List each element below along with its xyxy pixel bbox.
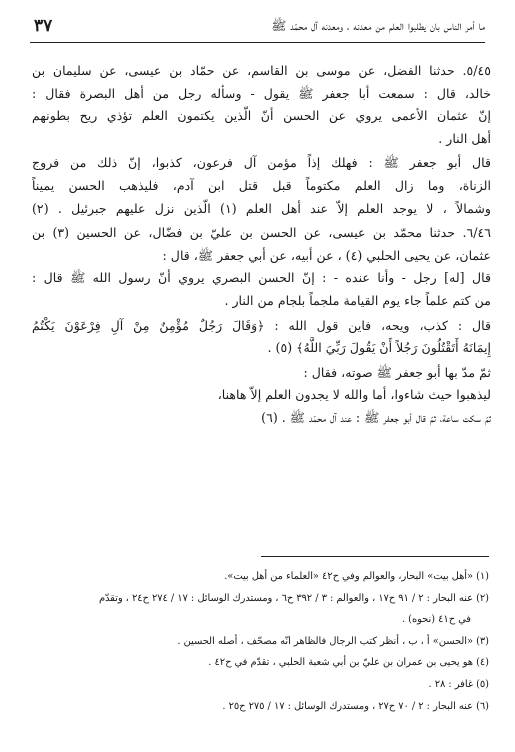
text-line: قال أبو جعفر ﷺ : فهلك إذاً مؤمن آل فرعون، كذبوا، إنّ ذلك من فروج bbox=[32, 155, 491, 171]
footnote-5: (٥) غافر : ٢٨ . bbox=[428, 678, 489, 690]
running-title: ما أمر الناس بان يطلبوا العلم من معدنه ، ومعدنه آل محمّد ﷺ bbox=[271, 18, 485, 33]
paragraph-quran-quote bbox=[32, 315, 491, 360]
text-line: ليذهبوا حيث شاءوا، أما والله لا يجدون العلم إلاّ هاهنا، bbox=[217, 387, 491, 403]
text-line: من كتم علماً جاء يوم القيامة ملجماً بلجام من النار . bbox=[224, 292, 491, 308]
text-line: ٦/٤٦. حدثنا محمّد بن عيسى، عن الحسن بن عليّ بن فضّال، عن الحسين (٣) بن bbox=[32, 225, 491, 241]
text-line: إنّ عثمان الأعمى يروي عن الحسن أنّ الّذين يكتمون العلم تؤذي ريح بطونهم bbox=[32, 108, 491, 124]
footnote-4: (٤) هو يحيى بن عمران بن عليّ بن أبي شعبة الحلبي ، تقدّم في ح٤٢ . bbox=[208, 657, 489, 669]
paragraph-closing bbox=[32, 362, 491, 430]
text-line: إِيمَانَهُ أَتَقْتُلُونَ رَجُلاً أَنْ يَقُولَ رَبِّيَ اللَّهُ﴾ (٥) . bbox=[267, 340, 491, 356]
footnote-2: (٢) عنه البحار : ٢ / ٩١ ح١٧ ، والعوالم : ٣ / ٣٩٢ ح٦ ، ومستدرك الوسائل : ١٧ / ٢٧٤ ح٢٤ ، وتقدّم bbox=[98, 592, 489, 604]
paragraph-reply bbox=[32, 152, 491, 220]
footnote-2-continued: في ح٤١ (نحوه) . bbox=[401, 614, 471, 626]
page-header bbox=[30, 16, 485, 43]
text-line: قال : كذب، ويحه، فاين قول الله : ﴿وَقَالَ رَجُلٌ مُؤْمِنٌ مِنْ آلِ فِرْعَوْنَ يَكْتُمُ bbox=[32, 317, 491, 333]
footnote-1: (١) «أهل بيت» البحار، والعوالم وفي ح٤٢ «العلماء من أهل بيت». bbox=[224, 571, 489, 582]
paragraph-hadith-45 bbox=[32, 60, 491, 150]
footnote-3: (٣) «الحسن» أ ، ب ، أنظر كتب الرجال فالظاهر انّه مصحّف ، أصله الحسين . bbox=[177, 635, 489, 647]
footnote-separator bbox=[261, 556, 489, 557]
text-line: أهل النار . bbox=[438, 130, 491, 146]
text-line: عثمان، عن يحيى الحلبي (٤) ، عن أبيه، عن أبي جعفر ﷺ، قال : bbox=[162, 247, 491, 263]
page-body bbox=[32, 60, 491, 430]
text-line: قال [له] رجل - وأنا عنده - : إنّ الحسن البصري يروي أنّ رسول الله ﷺ قال : bbox=[32, 270, 491, 286]
paragraph-hadith-46 bbox=[32, 222, 491, 312]
footnotes bbox=[34, 566, 489, 717]
text-line: ٥/٤٥. حدثنا الفضل، عن موسى بن القاسم، عن حمّاد بن عيسى، عن سليمان بن bbox=[32, 63, 491, 78]
footnote-6: (٦) عنه البحار : ٢ / ٧٠ ح٢٧ ، ومستدرك الوسائل : ١٧ / ٢٧٥ ح٢٥ . bbox=[222, 700, 489, 712]
text-line: وشمالاً ، لا يوجد العلم إلاّ عند أهل العلم (١) الّذين نزل عليهم جبرئيل . (٢) bbox=[32, 200, 491, 216]
text-line: خالد، قال : سمعت أبا جعفر ﷺ يقول - وسأله رجل من أهل البصرة فقال : bbox=[32, 85, 491, 101]
text-line: الزناة، وما زال العلم مكتوماً قبل قتل ابن آدم، فليذهب الحسن يميناً bbox=[32, 177, 491, 193]
page-number: ٣٧ bbox=[34, 16, 53, 36]
text-line: ثمّ مدّ بها أبو جعفر ﷺ صوته، فقال : bbox=[303, 364, 491, 380]
text-line: ثمّ سكت ساعة، ثمّ قال أبو جعفر ﷺ : عند آل محمّد ﷺ . (٦) bbox=[261, 409, 491, 425]
